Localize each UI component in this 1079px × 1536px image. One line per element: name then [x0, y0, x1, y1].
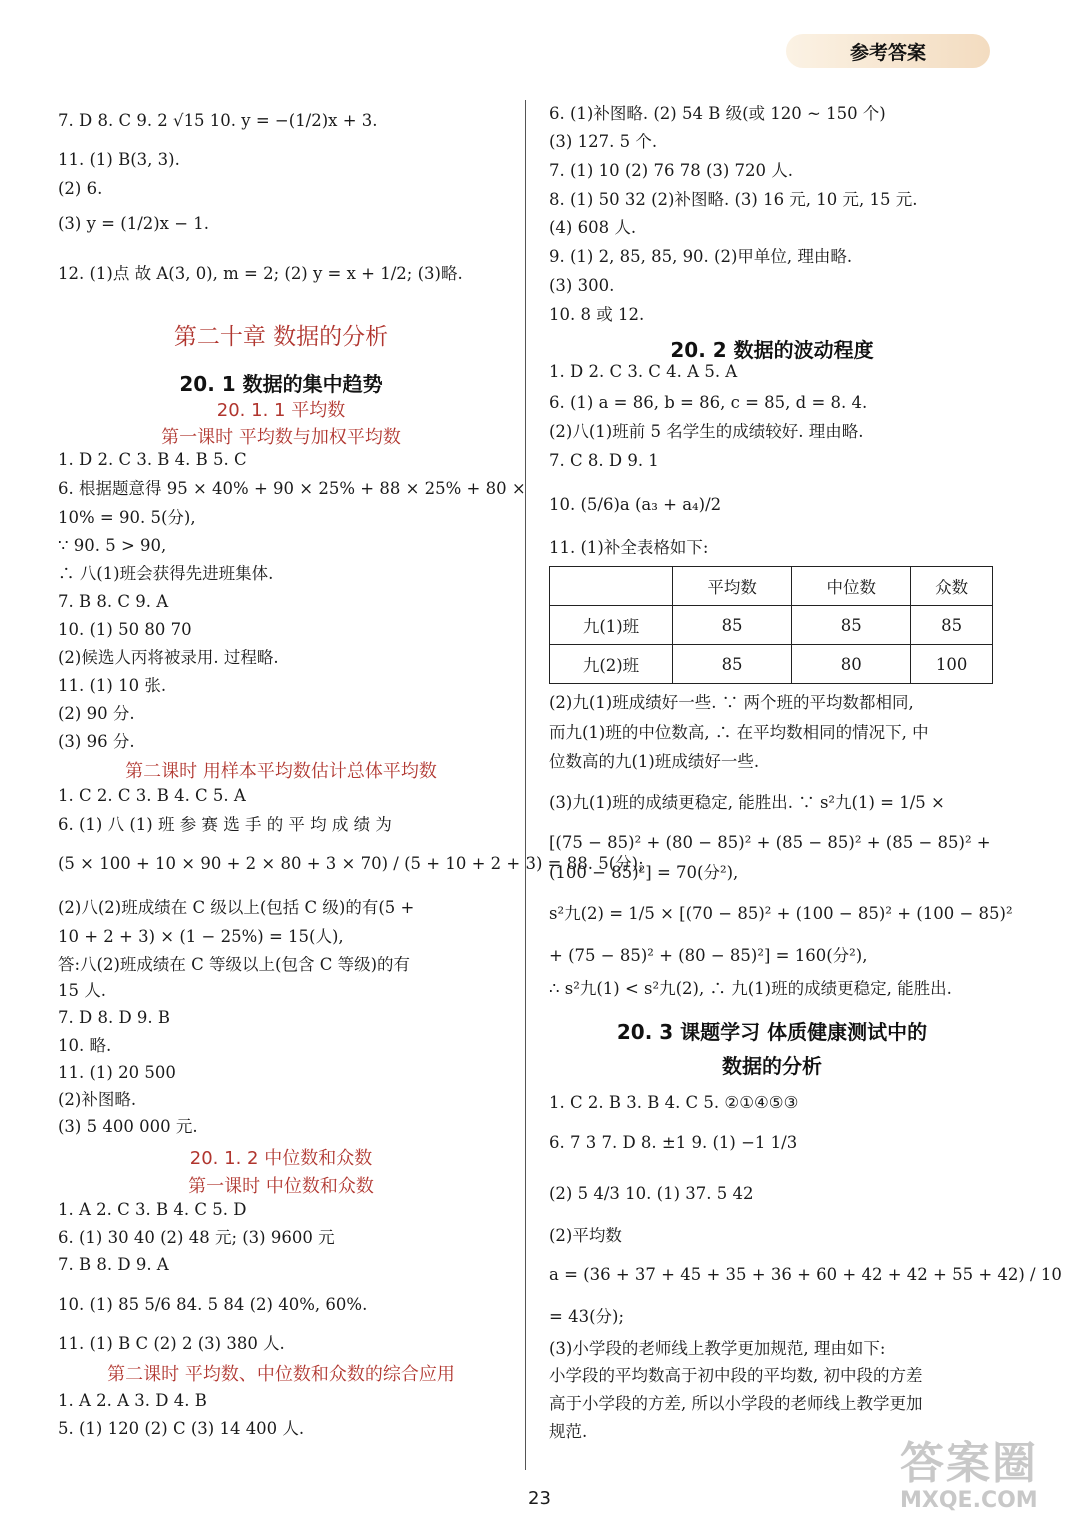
answer-line: 小学段的平均数高于初中段的平均数, 初中段的方差 — [549, 1366, 923, 1385]
answer-line: 1. C 2. B 3. B 4. C 5. ②①④⑤③ — [549, 1093, 799, 1112]
answer-line: 7. C 8. D 9. 1 — [549, 451, 659, 470]
answer-line: s²九(2) = 1/5 × [(70 − 85)² + (100 − 85)² + (100 − 85)² — [549, 904, 1013, 923]
answer-line: 6. 7 3 7. D 8. ±1 9. (1) −1 1/3 — [549, 1133, 798, 1152]
lesson-title: 第二课时 用样本平均数估计总体平均数 — [125, 761, 437, 782]
answer-line: (3) 5 400 000 元. — [58, 1117, 198, 1136]
answer-line: (5 × 100 + 10 × 90 + 2 × 80 + 3 × 70) / (5 + 10 + 2 + 3) = 88. 5(分); — [58, 854, 644, 873]
answer-line: 10. (1) 50 80 70 — [58, 620, 192, 639]
answer-line: 8. (1) 50 32 (2)补图略. (3) 16 元, 10 元, 15 元. — [549, 190, 918, 209]
answer-line: 10. 8 或 12. — [549, 305, 645, 324]
answer-line: (4) 608 人. — [549, 218, 637, 237]
answer-line: [(75 − 85)² + (80 − 85)² + (85 − 85)² + (85 − 85)² + — [549, 833, 991, 852]
answer-line: (2)候选人丙将被录用. 过程略. — [58, 648, 279, 667]
table-cell: 九(1)班 — [550, 606, 673, 645]
answer-line: 7. (1) 10 (2) 76 78 (3) 720 人. — [549, 161, 794, 180]
answer-line: 5. (1) 120 (2) C (3) 14 400 人. — [58, 1419, 305, 1438]
table-cell: 85 — [673, 645, 792, 684]
subsection-title: 20. 1. 2 中位数和众数 — [189, 1148, 373, 1169]
answer-line: (2)补图略. — [58, 1090, 137, 1109]
column-divider — [525, 100, 526, 1470]
answer-line: 答:八(2)班成绩在 C 等级以上(包含 C 等级)的有 — [58, 955, 411, 974]
answer-line: 规范. — [549, 1422, 588, 1441]
lesson-title: 第二课时 平均数、中位数和众数的综合应用 — [107, 1364, 455, 1385]
answer-line: 6. (1)补图略. (2) 54 B 级(或 120 ~ 150 个) — [549, 104, 886, 123]
answer-line: 10% = 90. 5(分), — [58, 508, 196, 527]
table-cell: 100 — [911, 645, 993, 684]
answer-line: ∴ s²九(1) < s²九(2), ∴ 九(1)班的成绩更稳定, 能胜出. — [549, 979, 952, 998]
section-title: 20. 3 课题学习 体质健康测试中的 — [616, 1020, 928, 1044]
answer-line: 11. (1) 10 张. — [58, 676, 167, 695]
table-cell: 80 — [792, 645, 911, 684]
answer-line: (2)九(1)班成绩好一些. ∵ 两个班的平均数都相同, — [549, 693, 914, 712]
table-header-row — [550, 567, 993, 606]
watermark-top: 答案圈 — [900, 1438, 1038, 1489]
answer-line: = 43(分); — [549, 1307, 624, 1326]
answer-line: (3)小学段的老师线上教学更加规范, 理由如下: — [549, 1339, 886, 1358]
answer-line: 位数高的九(1)班成绩好一些. — [549, 752, 760, 771]
section-title: 20. 2 数据的波动程度 — [670, 338, 874, 362]
answer-line: 6. (1) 30 40 (2) 48 元; (3) 9600 元 — [58, 1228, 335, 1247]
answer-line: (3) 300. — [549, 276, 615, 295]
lesson-title: 第一课时 平均数与加权平均数 — [161, 427, 401, 448]
table-header-cell: 平均数 — [673, 567, 792, 606]
section-title: 20. 1 数据的集中趋势 — [179, 372, 383, 396]
answer-line: 1. C 2. C 3. B 4. C 5. A — [58, 786, 246, 805]
answer-line: ∴ 八(1)班会获得先进班集体. — [58, 564, 274, 583]
answer-line: (2) 5 4/3 10. (1) 37. 5 42 — [549, 1184, 754, 1203]
answer-line: (2)平均数 — [549, 1226, 622, 1245]
header-title: 参考答案 — [849, 41, 926, 64]
answer-line: 而九(1)班的中位数高, ∴ 在平均数相同的情况下, 中 — [549, 723, 929, 742]
answer-line: 7. D 8. D 9. B — [58, 1008, 171, 1027]
answer-line: 7. D 8. C 9. 2 √15 10. y = −(1/2)x + 3. — [58, 111, 378, 130]
table-row — [550, 606, 993, 645]
answer-line: 1. A 2. C 3. B 4. C 5. D — [58, 1200, 247, 1219]
watermark-bottom: MXQE.COM — [900, 1488, 1038, 1513]
answer-line: + (75 − 85)² + (80 − 85)²] = 160(分²), — [549, 946, 868, 965]
answer-line: (3)九(1)班的成绩更稳定, 能胜出. ∵ s²九(1) = 1/5 × — [549, 793, 945, 812]
score-table — [549, 566, 993, 684]
answer-line: 7. B 8. C 9. A — [58, 592, 169, 611]
table-cell: 85 — [911, 606, 993, 645]
lesson-title: 第一课时 中位数和众数 — [188, 1176, 374, 1197]
answer-line: 10 + 2 + 3) × (1 − 25%) = 15(人), — [58, 927, 344, 946]
answer-line: a = (36 + 37 + 45 + 35 + 36 + 60 + 42 + 42 + 55 + 42) / 10 — [549, 1265, 1062, 1284]
answer-line: 11. (1)补全表格如下: — [549, 538, 709, 557]
answer-line: (2)八(1)班前 5 名学生的成绩较好. 理由略. — [549, 422, 864, 441]
answer-line: 1. D 2. C 3. B 4. B 5. C — [58, 450, 247, 469]
answer-line: 1. D 2. C 3. C 4. A 5. A — [549, 362, 738, 381]
header-tab — [786, 34, 990, 68]
answer-line: (100 − 85)²] = 70(分²), — [549, 863, 739, 882]
chapter-title: 第二十章 数据的分析 — [173, 324, 389, 350]
answer-line: ∵ 90. 5 > 90, — [58, 536, 167, 555]
table-header-cell — [550, 567, 673, 606]
section-title: 数据的分析 — [722, 1054, 822, 1078]
answer-line: 10. 略. — [58, 1036, 112, 1055]
table-cell: 85 — [792, 606, 911, 645]
answer-line: 高于小学段的方差, 所以小学段的老师线上教学更加 — [549, 1394, 923, 1413]
answer-line: 11. (1) 20 500 — [58, 1063, 176, 1082]
answer-line: 6. (1) a = 86, b = 86, c = 85, d = 8. 4. — [549, 393, 868, 412]
answer-line: 10. (5/6)a (a₃ + a₄)/2 — [549, 495, 722, 514]
answer-line: 7. B 8. D 9. A — [58, 1255, 169, 1274]
answer-line: 9. (1) 2, 85, 85, 90. (2)甲单位, 理由略. — [549, 247, 853, 266]
answer-line: (2) 90 分. — [58, 704, 135, 723]
answer-line: (3) 127. 5 个. — [549, 132, 658, 151]
answer-line: 12. (1)点 故 A(3, 0), m = 2; (2) y = x + 1/2; (3)略. — [58, 264, 463, 283]
answer-line: 15 人. — [58, 981, 106, 1000]
answer-line: (3) 96 分. — [58, 732, 135, 751]
answer-line: 1. A 2. A 3. D 4. B — [58, 1391, 207, 1410]
answer-line: 10. (1) 85 5/6 84. 5 84 (2) 40%, 60%. — [58, 1295, 368, 1314]
table-header-cell: 众数 — [911, 567, 993, 606]
subsection-title: 20. 1. 1 平均数 — [216, 400, 346, 421]
answer-line: (2)八(2)班成绩在 C 级以上(包括 C 级)的有(5 + — [58, 898, 415, 917]
page-number: 23 — [528, 1488, 551, 1509]
table-cell: 九(2)班 — [550, 645, 673, 684]
table-row — [550, 645, 993, 684]
answer-line: 6. 根据题意得 95 × 40% + 90 × 25% + 88 × 25% + 80 × — [58, 479, 526, 498]
answer-line: 6. (1) 八 (1) 班 参 赛 选 手 的 平 均 成 绩 为 — [58, 815, 392, 834]
answer-line: (3) y = (1/2)x − 1. — [58, 214, 210, 233]
answer-line: (2) 6. — [58, 179, 103, 198]
watermark-logo — [900, 1440, 1070, 1530]
table-header-cell: 中位数 — [792, 567, 911, 606]
table-cell: 85 — [673, 606, 792, 645]
answer-line: 11. (1) B C (2) 2 (3) 380 人. — [58, 1334, 285, 1353]
answer-line: 11. (1) B(3, 3). — [58, 150, 180, 169]
